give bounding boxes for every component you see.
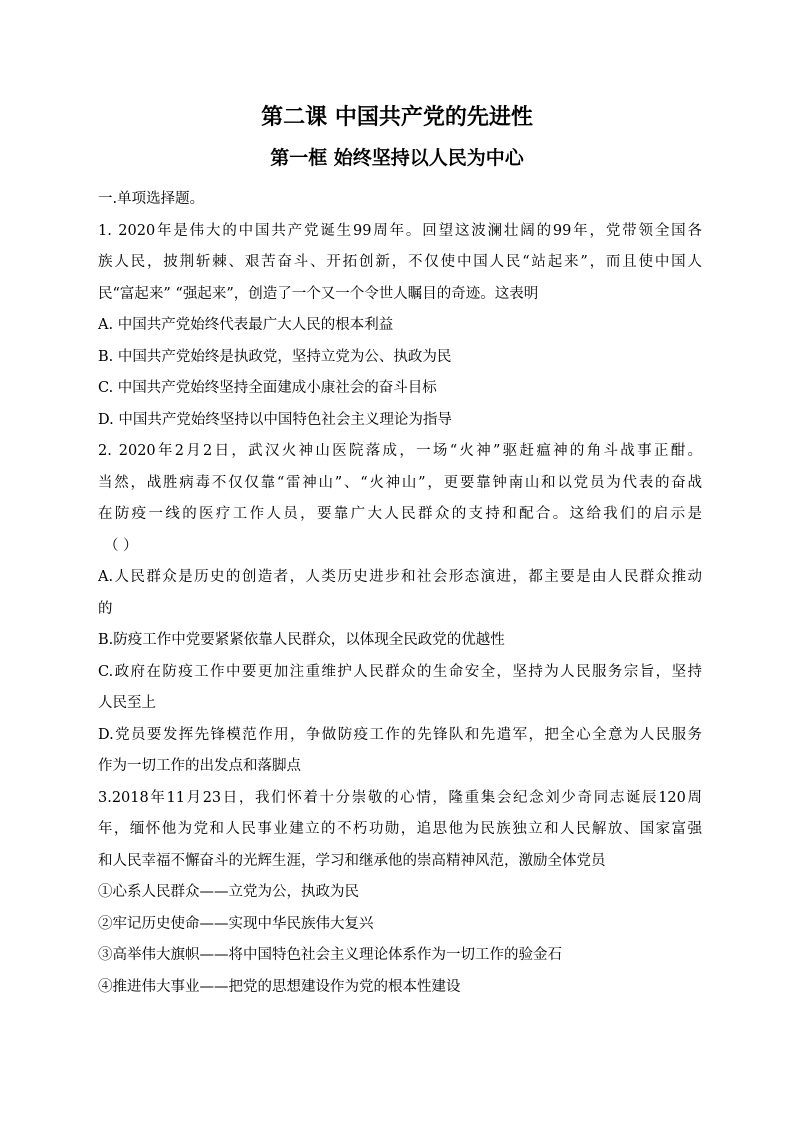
q2-answer-blank-line [98, 531, 702, 563]
q2-stem-line: 当然，战胜病毒不仅仅靠“雷神山”、“火神山”，更要靠钟南山和以党员为代表的奋战 [98, 474, 702, 491]
q2-option-c-cont: 人民至上 [98, 695, 156, 711]
q1-stem-line: 民“富起来” “强起来”，创造了一个又一个令世人瞩目的奇迹。这表明 [98, 285, 539, 302]
q2-stem-line: 2. 2020年2月2日，武汉火神山医院落成，一场“火神”驱赶瘟神的角斗战事正酣。 [98, 443, 702, 459]
q1-option-b: B. 中国共产党始终是执政党，坚持立党为公、执政为民 [98, 348, 452, 365]
q3-stem-line: 和人民幸福不懈奋斗的光辉生涯，学习和继承他的崇高精神风范，激励全体党员 [98, 852, 606, 869]
q2-option-b: B.防疫工作中党要紧紧依靠人民群众，以体现全民政党的优越性 [98, 632, 505, 648]
q3-stem-line: 3.2018年11月23日，我们怀着十分崇敬的心情，隆重集会纪念刘少奇同志诞辰120周 [98, 789, 702, 806]
q3-item-3: ③高举伟大旗帜——将中国特色社会主义理论体系作为一切工作的验金石 [98, 947, 562, 963]
section-subtitle: 第一框 始终坚持以人民为中心 [270, 147, 524, 169]
q1-stem-line: 1. 2020年是伟大的中国共产党诞生99周年。回望这波澜壮阔的99年，党带领全国各 [98, 222, 702, 239]
q3-stem-line: 年，缅怀他为党和人民事业建立的不朽功勋，追思他为民族独立和人民解放、国家富强 [98, 821, 702, 837]
q1-option-d: D. 中国共产党始终坚持以中国特色社会主义理论为指导 [98, 411, 452, 428]
answer-blank: （ ） [104, 537, 138, 554]
q2-option-d: D.党员要发挥先锋模范作用，争做防疫工作的先锋队和先遣军，把全心全意为人民服务 [98, 726, 702, 743]
q2-option-a-cont: 的 [98, 600, 113, 617]
q3-item-2: ②牢记历史使命——实现中华民族伟大复兴 [98, 915, 374, 932]
lesson-title: 第二课 中国共产党的先进性 [261, 104, 533, 130]
q1-option-a: A. 中国共产党始终代表最广大人民的根本利益 [98, 317, 394, 333]
q2-option-c: C.政府在防疫工作中要更加注重维护人民群众的生命安全，坚持为人民服务宗旨，坚持 [98, 663, 702, 680]
q2-option-d-cont: 作为一切工作的出发点和落脚点 [98, 758, 301, 774]
section-heading: 一.单项选择题。 [98, 191, 205, 207]
q2-stem-line: 在防疫一线的医疗工作人员，要靠广大人民群众的支持和配合。这给我们的启示是 [98, 506, 702, 522]
q3-item-1: ①心系人民群众——立党为公，执政为民 [98, 884, 359, 900]
q2-option-a: A.人民群众是历史的创造者，人类历史进步和社会形态演进，都主要是由人民群众推动 [98, 569, 702, 585]
q3-item-4: ④推进伟大事业——把党的思想建设作为党的根本性建设 [98, 978, 461, 995]
q1-option-c: C. 中国共产党始终坚持全面建成小康社会的奋斗目标 [98, 380, 437, 396]
question-content [98, 184, 702, 1003]
q1-stem-line: 族人民，披荆斩棘、艰苦奋斗、开拓创新，不仅使中国人民“站起来”，而且使中国人 [98, 254, 702, 270]
